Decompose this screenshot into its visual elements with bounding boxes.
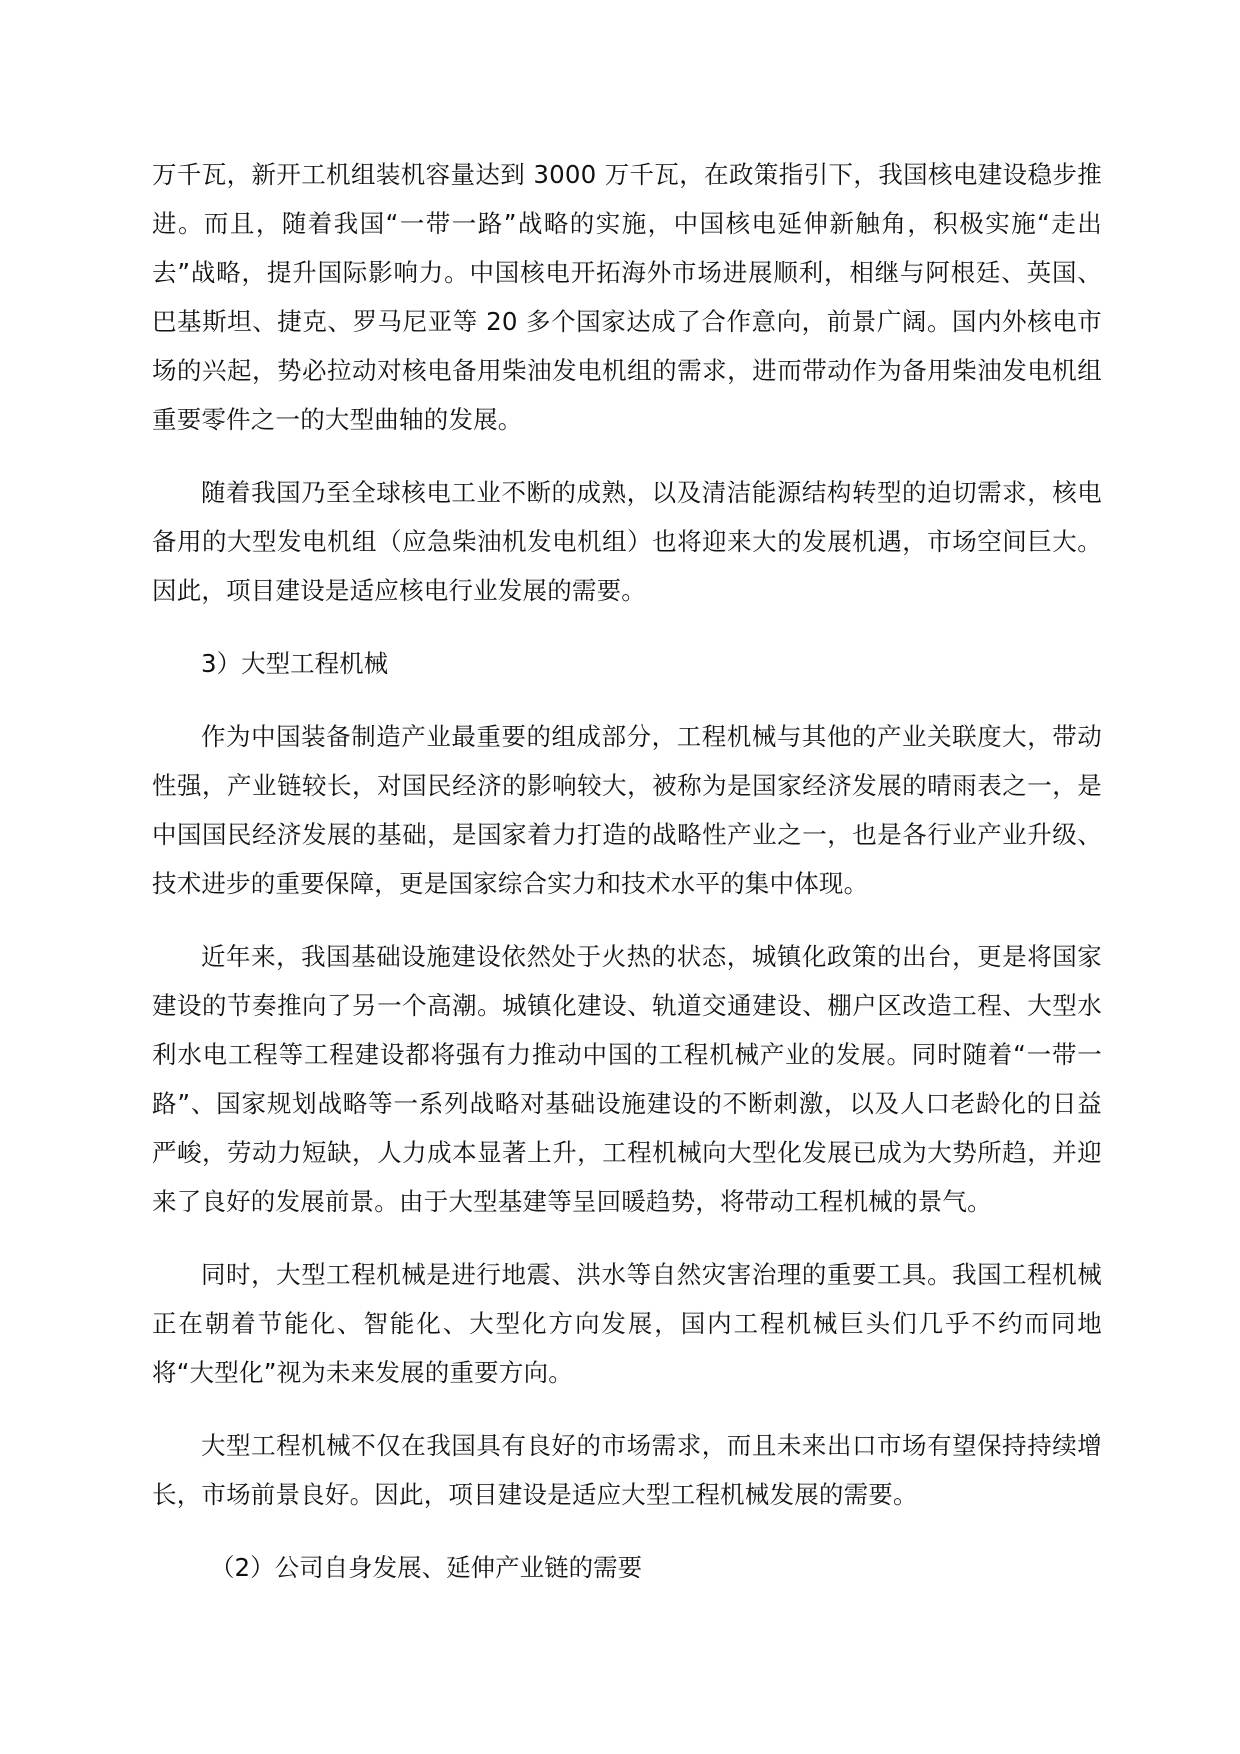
document-page: [152, 150, 1102, 1616]
paragraph-infrastructure: 近年来，我国基础设施建设依然处于火热的状态，城镇化政策的出台，更是将国家建设的节奏推向了另一个高潮。城镇化建设、轨道交通建设、棚户区改造工程、大型水利水电工程等工程建设都将强有力推动中国的工程机械产业的发展。同时随着“一带一路”、国家规划战略等一系列战略对基础设施建设的不断刺激，以及人口老龄化的日益严峻，劳动力短缺，人力成本显著上升，工程机械向大型化发展已成为大势所趋，并迎来了良好的发展前景。由于大型基建等呈回暖趋势，将带动工程机械的景气。: [152, 942, 1102, 1216]
section-heading-company-development: （2）公司自身发展、延伸产业链的需要: [210, 1553, 643, 1582]
paragraph-nuclear-market: 万千瓦，新开工机组装机容量达到 3000 万千瓦，在政策指引下，我国核电建设稳步推进。而且，随着我国“一带一路”战略的实施，中国核电延伸新触角，积极实施“走出去”战略，提升国际影响力。中国核电开拓海外市场进展顺利，相继与阿根廷、英国、巴基斯坦、捷克、罗马尼亚等 20 多个国家达成了合作意向，前景广阔。国内外核电市场的兴起，势必拉动对核电备用柴油发电机组的需求，进而带动作为备用柴油发电机组重要零件之一的大型曲轴的发展。: [152, 160, 1102, 434]
paragraph-nuclear-conclusion: 随着我国乃至全球核电工业不断的成熟，以及清洁能源结构转型的迫切需求，核电备用的大型发电机组（应急柴油机发电机组）也将迎来大的发展机遇，市场空间巨大。因此，项目建设是适应核电行业发展的需要。: [152, 478, 1102, 605]
paragraph-machinery-conclusion: 大型工程机械不仅在我国具有良好的市场需求，而且未来出口市场有望保持持续增长，市场前景良好。因此，项目建设是适应大型工程机械发展的需要。: [152, 1431, 1102, 1509]
section-heading-construction-machinery: 3）大型工程机械: [201, 649, 389, 678]
paragraph-machinery-importance: 作为中国装备制造产业最重要的组成部分，工程机械与其他的产业关联度大，带动性强，产业链较长，对国民经济的影响较大，被称为是国家经济发展的晴雨表之一，是中国国民经济发展的基础，是国家着力打造的战略性产业之一，也是各行业产业升级、技术进步的重要保障，更是国家综合实力和技术水平的集中体现。: [152, 722, 1102, 898]
paragraph-disaster-relief: 同时，大型工程机械是进行地震、洪水等自然灾害治理的重要工具。我国工程机械正在朝着节能化、智能化、大型化方向发展，国内工程机械巨头们几乎不约而同地将“大型化”视为未来发展的重要方向。: [152, 1260, 1102, 1387]
